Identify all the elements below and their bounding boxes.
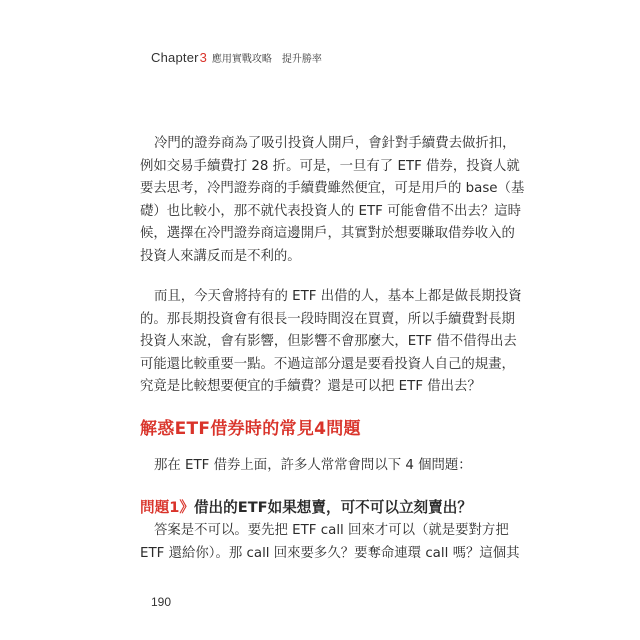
paragraph-line: 究竟是比較想要便宜的手續費？還是可以把 ETF 借出去？ [140,379,481,395]
running-header [151,50,322,65]
paragraph-2 [140,286,522,399]
paragraph-line: 的。那長期投資會有很長一段時間沒在買賣，所以手續費對長期 [140,311,515,327]
chapter-number: 3 [199,50,207,65]
question-label: 問題1》 [140,499,194,516]
question-heading [140,496,472,517]
paragraph-line: 可能還比較重要一點。不過這部分還是要看投資人自己的規畫， [140,356,515,372]
paragraph-line: 投資人來說，會有影響，但影響不會那麼大，ETF 借不借得出去 [140,334,517,350]
paragraph-line: 例如交易手續費打 28 折。可是，一旦有了 ETF 借券，投資人就 [140,158,520,174]
paragraph-4 [140,520,520,565]
chapter-title: 應用實戰攻略 提升勝率 [211,54,322,65]
paragraph-line: 要去思考，冷門證券商的手續費雖然便宜，可是用戶的 base（基 [140,181,525,197]
paragraph-line: 候，選擇在冷門證券商這邊開戶，其實對於想要賺取借券收入的 [140,226,515,242]
paragraph-line: 那在 ETF 借券上面，許多人常常會問以下 4 個問題： [154,458,472,473]
question-text: 借出的ETF如果想賣，可不可以立刻賣出？ [193,499,472,516]
paragraph-line: 冷門的證券商為了吸引投資人開戶，會針對手續費去做折扣， [154,136,516,151]
paragraph-1 [140,133,525,269]
paragraph-line: 答案是不可以。要先把 ETF call 回來才可以（就是要對方把 [154,523,509,538]
paragraph-line: 投資人來講反而是不利的。 [140,248,301,264]
page-number: 190 [151,595,172,609]
paragraph-line: 而且，今天會將持有的 ETF 出借的人，基本上都是做長期投資 [154,289,522,304]
chapter-label: Chapter [151,50,199,65]
paragraph-line: 礎）也比較小，那不就代表投資人的 ETF 可能會借不出去？這時 [140,203,522,219]
section-heading: 解惑ETF借券時的常見4問題 [140,419,361,439]
paragraph-line: ETF 還給你）。那 call 回來要多久？要奪命連環 call 嗎？這個其 [140,545,520,561]
paragraph-3 [140,455,492,478]
